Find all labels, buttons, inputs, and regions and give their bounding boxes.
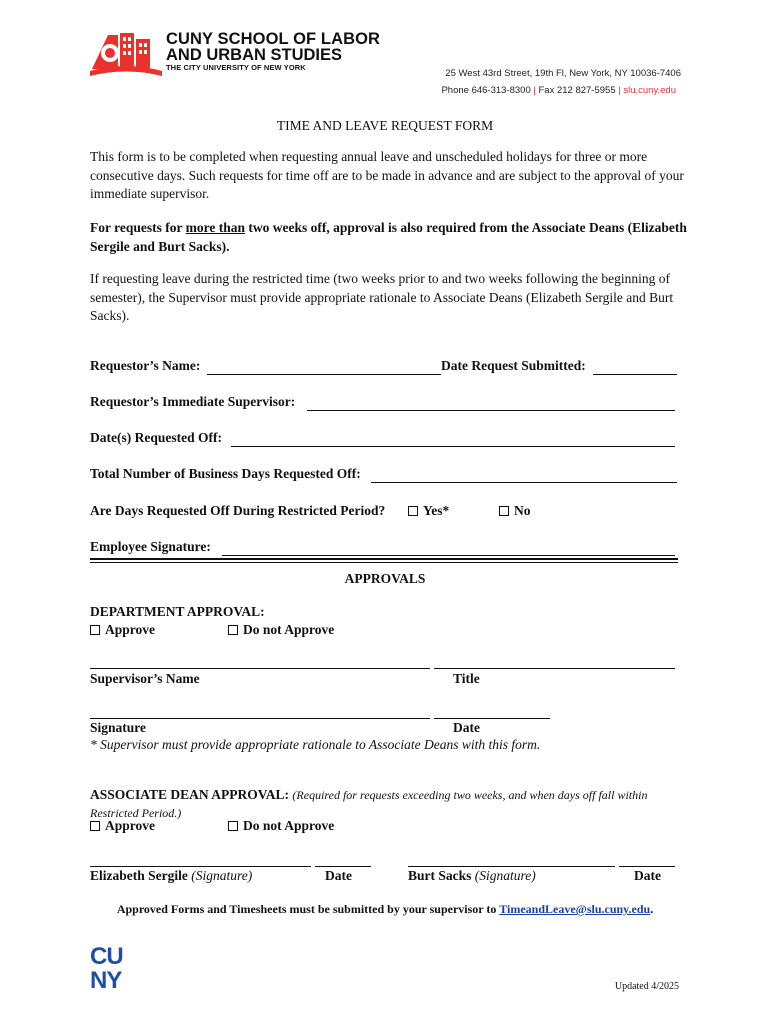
svg-text:CU: CU — [90, 943, 123, 970]
requestor-name-label: Requestor’s Name: — [90, 358, 201, 373]
supervisor-field[interactable] — [307, 410, 675, 411]
sacks-signature-label — [408, 868, 536, 884]
submission-text: Approved Forms and Timesheets must be submitted by your supervisor to — [116, 902, 500, 916]
slu-logo-mark — [88, 29, 164, 79]
assoc-dean-note: (Required for requests exceeding two weeks, and when days off fall within Restricted Period.) — [90, 788, 648, 820]
svg-text:NY: NY — [90, 967, 122, 990]
notice-post: two weeks off, approval is also required from the Associate Deans (Elizabeth Sergile and Burt Sacks). — [90, 220, 687, 254]
supervisor-name-field[interactable] — [90, 668, 430, 669]
supervisor-name-label: Supervisor’s Name — [90, 671, 200, 686]
sacks-date-label: Date — [634, 868, 661, 883]
form-title: TIME AND LEAVE REQUEST FORM — [276, 118, 494, 133]
contact-line — [441, 85, 676, 96]
restricted-question: Are Days Requested Off During Restricted Period? — [90, 503, 386, 518]
phone: Phone 646-313-8300 — [441, 85, 531, 96]
dept-do-not-approve-checkbox[interactable] — [228, 625, 238, 635]
sacks-name: Burt Sacks — [408, 868, 472, 883]
restricted-paragraph: If requesting leave during the restricted time (two weeks prior to and two weeks following the beginning of semester), the Supervisor must provide appropriate rationale to Associate Deans (Elizabeth Sergile and Burt Sacks). — [90, 271, 674, 323]
submission-period: . — [650, 902, 654, 916]
signature-label: Signature — [90, 720, 147, 735]
dept-do-not-approve-label: Do not Approve — [243, 622, 335, 637]
dates-off-label: Date(s) Requested Off: — [90, 430, 222, 445]
separator: | — [533, 85, 536, 96]
rationale-note: * Supervisor must provide appropriate rationale to Associate Deans with this form. — [90, 737, 541, 752]
assoc-approve-option[interactable] — [90, 818, 155, 834]
yes-option[interactable] — [408, 503, 449, 519]
assoc-do-not-approve-label: Do not Approve — [243, 818, 335, 833]
no-checkbox[interactable] — [499, 506, 509, 516]
org-name-line1: CUNY SCHOOL OF LABOR — [166, 30, 381, 48]
address: 25 West 43rd Street, 19th Fl, New York, NY 10036-7406 — [445, 68, 681, 79]
supervisor-label: Requestor’s Immediate Supervisor: — [90, 394, 296, 409]
updated-date: Updated 4/2025 — [614, 981, 679, 992]
total-days-label: Total Number of Business Days Requested Off: — [90, 466, 361, 481]
dept-do-not-approve-option[interactable] — [228, 622, 334, 638]
separator: | — [618, 85, 621, 96]
title-label: Title — [453, 671, 480, 686]
sacks-signature-field[interactable] — [408, 866, 615, 867]
sacks-signature-hint: (Signature) — [474, 868, 536, 883]
dept-approve-label: Approve — [105, 622, 156, 637]
sergile-signature-hint: (Signature) — [191, 868, 253, 883]
assoc-do-not-approve-checkbox[interactable] — [228, 821, 238, 831]
org-name-line2: AND URBAN STUDIES — [166, 46, 343, 64]
supervisor-date-field[interactable] — [434, 718, 550, 719]
website-link[interactable]: slu.cuny.edu — [623, 85, 676, 96]
org-name-line3: THE CITY UNIVERSITY OF NEW YORK — [166, 63, 306, 72]
intro-paragraph: This form is to be completed when requesting annual leave and unscheduled holidays for three or more consecutive days. Such requests for time off are to be made in advance and are subject to the approval of your immediate supervisor. — [90, 149, 684, 201]
assoc-dean-block — [90, 786, 690, 822]
sergile-date-label: Date — [325, 868, 352, 883]
notice-underlined: more than — [185, 220, 245, 235]
total-days-field[interactable] — [371, 482, 677, 483]
no-option[interactable] — [499, 503, 531, 519]
employee-signature-field[interactable] — [222, 555, 675, 556]
cuny-logo — [90, 942, 140, 990]
supervisor-title-field[interactable] — [434, 668, 675, 669]
assoc-approve-label: Approve — [105, 818, 156, 833]
dept-approval-heading: DEPARTMENT APPROVAL: — [90, 604, 265, 619]
sacks-date-field[interactable] — [619, 866, 675, 867]
assoc-do-not-approve-option[interactable] — [228, 818, 334, 834]
notice-pre: For requests for — [90, 220, 186, 235]
dept-approve-option[interactable] — [90, 622, 155, 638]
employee-signature-label: Employee Signature: — [90, 539, 211, 554]
sergile-date-field[interactable] — [315, 866, 371, 867]
dept-approve-checkbox[interactable] — [90, 625, 100, 635]
no-label: No — [514, 503, 531, 518]
sergile-name: Elizabeth Sergile — [90, 868, 188, 883]
submission-note — [0, 902, 770, 917]
sergile-signature-label — [90, 868, 252, 884]
supervisor-signature-field[interactable] — [90, 718, 430, 719]
section-divider — [90, 558, 678, 563]
date-submitted-label: Date Request Submitted: — [441, 358, 586, 373]
dates-off-field[interactable] — [231, 446, 675, 447]
yes-label: Yes* — [423, 503, 450, 518]
yes-checkbox[interactable] — [408, 506, 418, 516]
assoc-dean-heading: ASSOCIATE DEAN APPROVAL: — [90, 787, 290, 802]
assoc-approve-checkbox[interactable] — [90, 821, 100, 831]
requestor-name-field[interactable] — [207, 374, 441, 375]
date-submitted-field[interactable] — [593, 374, 677, 375]
date-label: Date — [453, 720, 480, 735]
sergile-signature-field[interactable] — [90, 866, 311, 867]
two-weeks-notice — [90, 219, 690, 256]
fax: Fax 212 827-5955 — [538, 85, 616, 96]
approvals-heading: APPROVALS — [344, 571, 426, 586]
email-link[interactable]: TimeandLeave@slu.cuny.edu — [499, 902, 651, 916]
